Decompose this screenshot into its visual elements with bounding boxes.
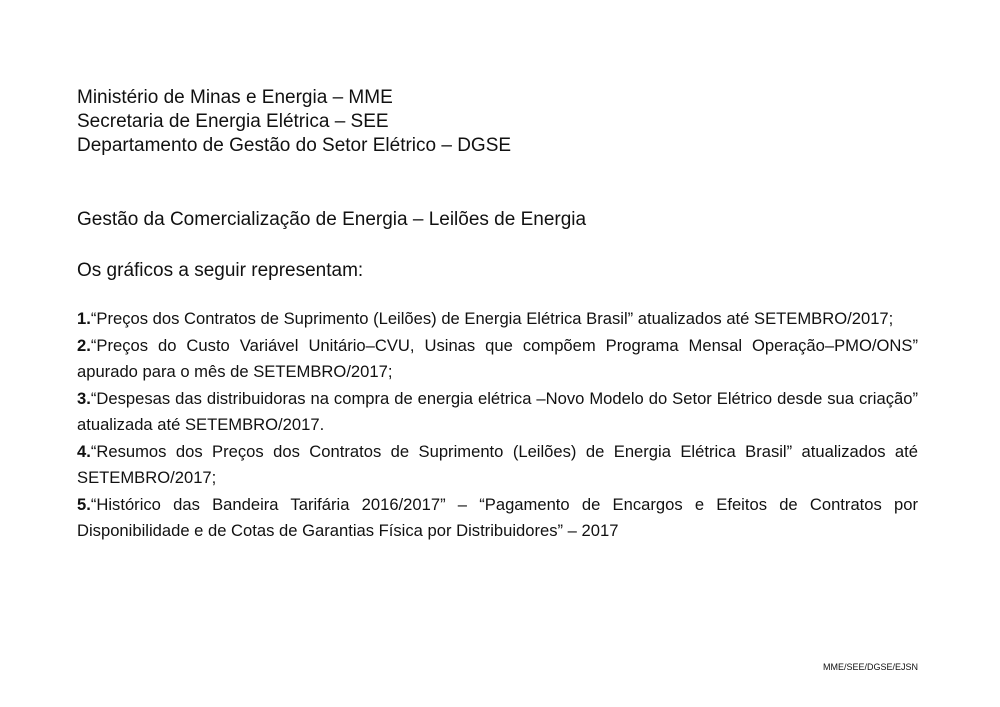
secretariat-name: Secretaria de Energia Elétrica – SEE xyxy=(77,111,389,132)
list-item xyxy=(77,306,918,333)
ministry-name: Ministério de Minas e Energia – MME xyxy=(77,87,393,108)
list-item xyxy=(77,333,918,386)
list-item xyxy=(77,386,918,439)
item-number: 3. xyxy=(77,388,91,408)
section-title: Gestão da Comercialização de Energia – Leilões de Energia xyxy=(77,209,587,230)
item-number: 1. xyxy=(77,309,91,328)
footer-code: MME/SEE/DGSE/EJSN xyxy=(822,662,918,672)
department-name: Departamento de Gestão do Setor Elétrico – DGSE xyxy=(77,135,512,156)
item-text: “Resumos dos Preços dos Contratos de Suprimento (Leilões) de Energia Elétrica Brasil” atualizados até SETEMBRO/2017; xyxy=(77,441,918,487)
item-number: 2. xyxy=(77,335,91,355)
item-text: “Histórico das Bandeira Tarifária 2016/2017” – “Pagamento de Encargos e Efeitos de Contratos por Disponibilidade e de Cotas de Garantias Física por Distribuidores” – 2017 xyxy=(77,494,918,540)
intro-text: Os gráficos a seguir representam: xyxy=(77,260,364,281)
item-text: “Preços dos Contratos de Suprimento (Leilões) de Energia Elétrica Brasil” atualizados até SETEMBRO/2017; xyxy=(90,309,894,328)
list-item xyxy=(77,439,918,492)
items-list xyxy=(77,306,918,545)
item-number: 4. xyxy=(77,441,91,461)
item-number: 5. xyxy=(77,494,91,514)
item-text: “Preços do Custo Variável Unitário–CVU, Usinas que compõem Programa Mensal Operação–PMO/ONS” apurado para o mês de SETEMBRO/2017; xyxy=(77,335,918,381)
organization-header xyxy=(77,86,511,158)
list-item xyxy=(77,492,918,545)
item-text: “Despesas das distribuidoras na compra de energia elétrica –Novo Modelo do Setor Elétrico desde sua criação” atualizada até SETEMBRO/2017. xyxy=(77,388,918,434)
